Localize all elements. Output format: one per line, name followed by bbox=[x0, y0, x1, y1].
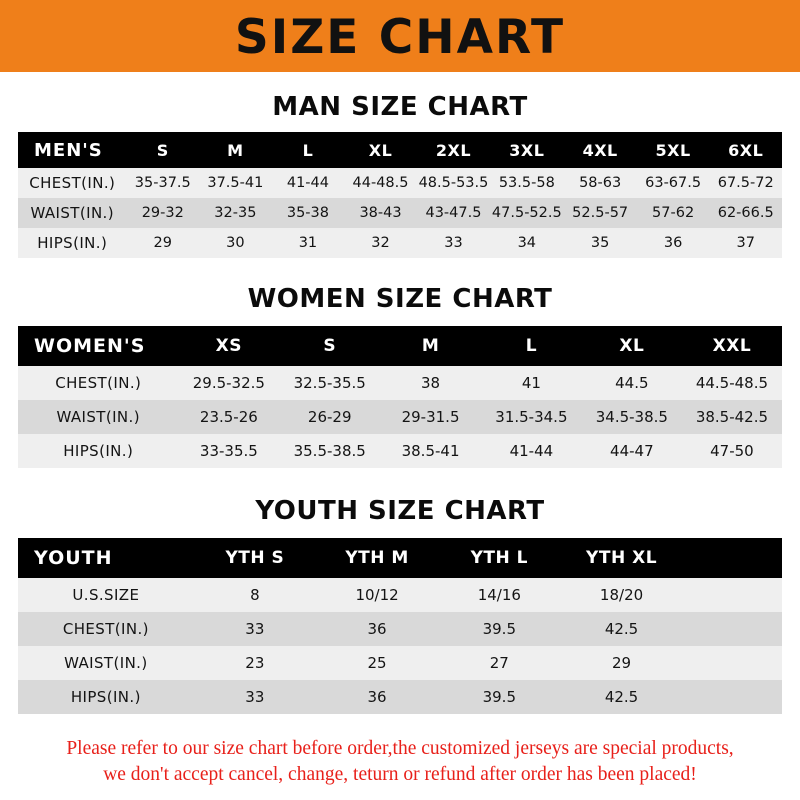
table-cell: 44-47 bbox=[610, 442, 654, 460]
men-section-title: MAN SIZE CHART bbox=[272, 92, 528, 122]
table-cell: 34.5-38.5 bbox=[595, 408, 668, 426]
table-cell: 33 bbox=[444, 235, 463, 251]
table-cell: 47-50 bbox=[710, 442, 754, 460]
table-cell: 14/16 bbox=[477, 586, 521, 604]
table-cell: 37 bbox=[736, 235, 755, 251]
table-cell: 23 bbox=[245, 654, 265, 672]
men-header-cell: XL bbox=[368, 140, 393, 160]
table-cell-spacer bbox=[683, 578, 782, 612]
table-cell: 33 bbox=[245, 620, 265, 638]
table-row bbox=[18, 612, 782, 646]
men-header-cell: 4XL bbox=[582, 140, 618, 160]
table-cell: 62-66.5 bbox=[717, 205, 774, 221]
table-row bbox=[18, 434, 782, 468]
order-notice bbox=[30, 736, 770, 789]
table-cell-spacer bbox=[683, 680, 782, 714]
table-cell: 26-29 bbox=[307, 408, 352, 426]
men-header-cell: S bbox=[156, 140, 169, 160]
youth-header-cell: YTH S bbox=[225, 548, 285, 568]
table-cell: 27 bbox=[489, 654, 509, 672]
table-row bbox=[18, 228, 782, 258]
table-cell: 31.5-34.5 bbox=[495, 408, 568, 426]
table-cell: 18/20 bbox=[599, 586, 644, 604]
men-header-cell: L bbox=[302, 140, 314, 160]
table-cell: 63-67.5 bbox=[645, 175, 702, 191]
men-header-cell: 5XL bbox=[655, 140, 691, 160]
table-cell: 37.5-41 bbox=[207, 175, 264, 191]
table-cell: 31 bbox=[298, 235, 318, 251]
men-header-cell: M bbox=[227, 140, 244, 160]
table-cell: 35 bbox=[590, 235, 610, 251]
men-size-table bbox=[18, 132, 782, 258]
women-header-row bbox=[18, 326, 782, 366]
row-label: HIPS(IN.) bbox=[37, 234, 108, 252]
table-cell-spacer bbox=[683, 612, 782, 646]
table-cell: 23.5-26 bbox=[199, 408, 258, 426]
table-cell: 38.5-41 bbox=[401, 442, 460, 460]
table-row bbox=[18, 680, 782, 714]
table-cell: 39.5 bbox=[482, 620, 516, 638]
table-cell: 29.5-32.5 bbox=[192, 374, 265, 392]
table-row bbox=[18, 400, 782, 434]
women-header-cell: M bbox=[421, 336, 440, 356]
table-cell: 44.5-48.5 bbox=[695, 374, 769, 392]
row-label: CHEST(IN.) bbox=[29, 174, 116, 192]
table-cell: 38.5-42.5 bbox=[695, 408, 769, 426]
men-header-label: MEN'S bbox=[34, 139, 103, 161]
table-cell: 38-43 bbox=[359, 205, 402, 221]
table-cell: 29-31.5 bbox=[401, 408, 460, 426]
table-cell: 33 bbox=[245, 688, 265, 706]
table-cell: 44-48.5 bbox=[352, 175, 409, 191]
women-size-table bbox=[18, 326, 782, 468]
chart-content bbox=[0, 92, 800, 789]
table-cell: 36 bbox=[663, 235, 683, 251]
table-cell: 35-37.5 bbox=[134, 175, 191, 191]
row-label: CHEST(IN.) bbox=[62, 620, 149, 638]
page-title: SIZE CHART bbox=[234, 9, 566, 65]
youth-header-spacer bbox=[683, 538, 782, 578]
table-cell: 29 bbox=[153, 235, 172, 251]
women-header-cell: XXL bbox=[712, 336, 752, 356]
table-cell: 41 bbox=[521, 374, 541, 392]
row-label: WAIST(IN.) bbox=[30, 204, 114, 222]
youth-header-cell: YTH L bbox=[470, 548, 528, 568]
table-cell: 36 bbox=[367, 688, 387, 706]
table-cell: 67.5-72 bbox=[717, 175, 774, 191]
table-cell: 10/12 bbox=[355, 586, 399, 604]
table-cell: 33-35.5 bbox=[199, 442, 258, 460]
table-cell: 41-44 bbox=[286, 175, 329, 191]
table-cell: 53.5-58 bbox=[498, 175, 555, 191]
row-label: CHEST(IN.) bbox=[55, 374, 142, 392]
table-cell: 42.5 bbox=[604, 688, 639, 706]
youth-header-row bbox=[18, 538, 782, 578]
table-cell: 36 bbox=[367, 620, 387, 638]
table-cell: 38 bbox=[421, 374, 441, 392]
table-cell: 32-35 bbox=[214, 205, 257, 221]
row-label: WAIST(IN.) bbox=[56, 408, 140, 426]
youth-size-table bbox=[18, 538, 782, 714]
table-row bbox=[18, 646, 782, 680]
youth-section-title: YOUTH SIZE CHART bbox=[255, 496, 545, 526]
table-cell: 39.5 bbox=[482, 688, 516, 706]
table-cell: 47.5-52.5 bbox=[491, 205, 562, 221]
row-label: HIPS(IN.) bbox=[70, 688, 141, 706]
youth-header-label: YOUTH bbox=[34, 547, 113, 569]
table-cell: 8 bbox=[250, 586, 260, 604]
row-label: WAIST(IN.) bbox=[64, 654, 148, 672]
table-cell: 29-32 bbox=[141, 205, 184, 221]
header-banner bbox=[0, 0, 800, 72]
table-cell: 35.5-38.5 bbox=[293, 442, 366, 460]
women-header-cell: L bbox=[525, 336, 538, 356]
table-row bbox=[18, 366, 782, 400]
row-label: U.S.SIZE bbox=[72, 586, 140, 604]
table-cell: 42.5 bbox=[604, 620, 639, 638]
women-header-cell: S bbox=[323, 336, 337, 356]
table-row bbox=[18, 578, 782, 612]
table-cell-spacer bbox=[683, 646, 782, 680]
table-cell: 35-38 bbox=[286, 205, 329, 221]
table-row bbox=[18, 168, 782, 198]
table-cell: 43-47.5 bbox=[425, 205, 482, 221]
men-header-cell: 2XL bbox=[435, 140, 472, 160]
table-cell: 44.5 bbox=[615, 374, 649, 392]
table-cell: 57-62 bbox=[652, 205, 695, 221]
table-cell: 32 bbox=[371, 235, 390, 251]
table-cell: 52.5-57 bbox=[572, 205, 629, 221]
men-header-cell: 6XL bbox=[728, 140, 764, 160]
table-cell: 25 bbox=[367, 654, 387, 672]
table-cell: 32.5-35.5 bbox=[293, 374, 366, 392]
men-header-row bbox=[18, 132, 782, 168]
table-cell: 41-44 bbox=[509, 442, 554, 460]
women-header-cell: XS bbox=[215, 336, 243, 356]
table-cell: 29 bbox=[611, 654, 632, 672]
women-section-title: WOMEN SIZE CHART bbox=[247, 284, 553, 314]
men-header-cell: 3XL bbox=[509, 140, 545, 160]
women-header-label: WOMEN'S bbox=[34, 335, 146, 357]
table-cell: 30 bbox=[226, 235, 245, 251]
youth-header-cell: YTH XL bbox=[586, 548, 658, 568]
women-header-cell: XL bbox=[619, 336, 645, 356]
youth-header-cell: YTH M bbox=[345, 548, 409, 568]
table-cell: 34 bbox=[517, 235, 537, 251]
table-cell: 48.5-53.5 bbox=[418, 175, 489, 191]
notice-line-1: Please refer to our size chart before order,the customized jerseys are special products, bbox=[66, 738, 734, 759]
notice-line-2: we don't accept cancel, change, teturn or refund after order has been placed! bbox=[103, 764, 697, 786]
table-cell: 58-63 bbox=[579, 175, 622, 191]
table-row bbox=[18, 198, 782, 228]
row-label: HIPS(IN.) bbox=[63, 442, 134, 460]
